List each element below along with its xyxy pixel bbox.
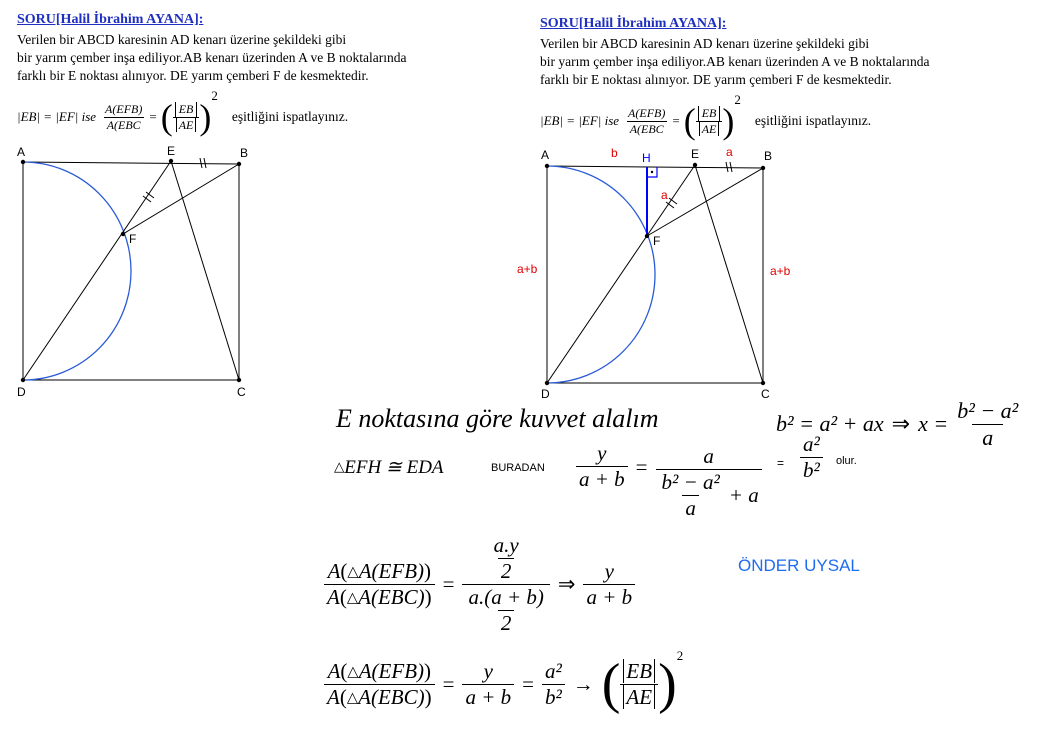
power-frac-den: a (972, 424, 1003, 451)
right-segment-de (547, 165, 695, 383)
right-point-d (545, 381, 549, 385)
complex-num: a (703, 443, 714, 468)
eb-over-ae (620, 659, 658, 710)
left-problem-line-1: Verilen bir ABCD karesinin AD kenarı üzerine şekildeki gibi (17, 32, 347, 47)
plus-a: + a (728, 482, 759, 507)
power-eq-x: x = (918, 411, 949, 436)
right-label-f: F (653, 234, 661, 248)
area-num-2: A(EFB) (358, 658, 425, 683)
ab-2: a + b (583, 584, 635, 610)
left-condition: |EB| = |EF| ise (17, 109, 97, 124)
y-3: y (483, 658, 493, 683)
left-label-d: D (17, 385, 26, 399)
inner-num: b² − a² (661, 469, 720, 494)
right-problem-equation: |EB| = |EF| ise $\frac{\text{A(EFB)}}{\text{A(EBC}}$ = ( $\frac{EB}{AE}$ ) 2 eşitliğini ispatlayınız. (540, 92, 872, 141)
inner-den: a (682, 495, 699, 521)
left-area-den: A(EBC (104, 117, 144, 133)
ae-final: AE (623, 685, 655, 709)
power-frac-num: b² − a² (957, 397, 1019, 423)
ay: a.y (493, 532, 519, 557)
right-problem-line-3: farklı bir E noktası alınıyor. DE yarım çemberi F de kesmektedir. (540, 72, 892, 87)
two-1: 2 (498, 558, 515, 584)
right-label-b: B (764, 149, 773, 163)
area-equation-2: $\frac{\text{A(△A(EFB))}}{\text{A(△A(EBC))}}$ = $\frac{y}{a + b}$ = $\frac{\text{a²}}{\text{b²}}$ → ( $\frac{EB}{AE}$ ) 2 (324, 646, 683, 722)
left-ae: AE (176, 118, 197, 132)
a2-over-b2-2 (542, 659, 565, 710)
area-den-2: A(EBC) (358, 684, 425, 709)
left-problem-header: SORU[Halil İbrahim AYANA]: (17, 12, 204, 27)
right-problem-header: SORU[Halil İbrahim AYANA]: (540, 16, 727, 31)
right-angle-dot (651, 171, 653, 173)
right-problem-line-1: Verilen bir ABCD karesinin AD kenarı üzerine şekildeki gibi (540, 36, 870, 51)
a2-2: a² (544, 658, 562, 683)
right-problem-line-2: bir yarım çember inşa ediliyor.AB kenarı üzerinden A ve B noktalarında (540, 54, 930, 69)
equals-sign: = (777, 456, 785, 470)
a2-over-b2 (800, 432, 823, 483)
area-den-1: A(EBC) (358, 584, 425, 609)
area-equation-1: $\frac{\text{A(△A(EFB))}}{\text{A(△A(EBC))}}$ = $\frac{\frac{a.y}{2}}{\frac{a.(a + b)}{2}}$ ⇒ $\frac{y}{a + b}$ (324, 526, 635, 642)
right-tick-marks (666, 162, 732, 208)
final-power: 2 (676, 648, 684, 663)
area-ratio-2: $\frac{\text{A(△A(EFB))}}{\text{A(△A(EBC))}}$ (324, 659, 435, 710)
right-ae: AE (699, 122, 720, 136)
ab-3: a + b (462, 684, 514, 710)
power-of-point-title: E noktasına göre kuvvet alalım (336, 404, 659, 433)
right-annot-right-side: a+b (770, 264, 791, 278)
left-problem-line-3: farklı bir E noktası alınıyor. DE yarım çemberi F de kesmektedir. (17, 68, 369, 83)
left-area-num: A(EFB) (105, 101, 143, 116)
power-frac (954, 398, 1021, 451)
right-point-c (761, 381, 765, 385)
ratio-equation: $\frac{y}{a + b}$ = a $\frac{\text{b² − a²}}{a}$ + a (576, 437, 762, 527)
left-problem-line-2: bir yarım çember inşa ediliyor.AB kenarı üzerinden A ve B noktalarında (17, 50, 407, 65)
complex-frac (656, 444, 762, 521)
right-ending: eşitliğini ispatlayınız. (754, 113, 872, 128)
right-label-e: E (691, 147, 700, 161)
ratio-ab: a + b (576, 466, 628, 492)
b2-2: b² (542, 684, 565, 710)
area-big-frac (462, 533, 549, 636)
right-point-e (693, 163, 697, 167)
power-eq-left: b² = a² + ax (776, 411, 884, 436)
left-label-a: A (17, 145, 26, 159)
left-label-b: B (240, 146, 249, 160)
left-label-f: F (129, 232, 137, 246)
power-equation: b² = a² + ax ⇒ x = $\frac{\text{b² − a²}}{a}$ (776, 394, 1021, 454)
y-over-ab-3 (462, 659, 514, 710)
right-area-den: A(EBC (627, 121, 667, 137)
ratio-y: y (597, 441, 607, 465)
eb-final: EB (623, 659, 655, 683)
right-area-num: A(EFB) (628, 105, 666, 120)
right-annot-a-top: a (726, 145, 733, 159)
left-label-c: C (237, 385, 246, 399)
right-eb: EB (698, 106, 721, 121)
a2: a² (803, 432, 820, 456)
right-segment-fb (647, 168, 763, 236)
right-label-h: H (642, 151, 651, 165)
two-2: 2 (498, 610, 515, 636)
area-ratio-1: $\frac{\text{A(△A(EFB))}}{\text{A(△A(EBC))}}$ (324, 559, 435, 610)
right-annot-left-side: a+b (517, 262, 538, 276)
b2: b² (800, 457, 823, 483)
similarity-statement: △EFH ≅ EDA (334, 457, 444, 478)
right-label-d: D (541, 387, 550, 401)
left-eb: EB (175, 102, 198, 117)
right-point-b (761, 166, 765, 170)
area-num-1: A(EFB) (358, 558, 425, 583)
right-label-a: A (541, 148, 550, 162)
right-point-a (545, 164, 549, 168)
right-annot-a-mid: a (661, 188, 668, 202)
left-problem-equation: |EB| = |EF| ise $\frac{\text{A(EFB)}}{\text{A(EBC}}$ = ( $\frac{EB}{AE}$ ) 2 eşitliğini ispatlayınız. (17, 88, 349, 137)
a-a-plus-b: a.(a + b) (468, 584, 544, 609)
right-point-f (645, 234, 649, 238)
y-over-ab-2 (583, 559, 635, 610)
right-segment-ec (695, 165, 763, 383)
left-ending: eşitliğini ispatlayınız. (231, 109, 349, 124)
left-power: 2 (211, 88, 218, 103)
buradan-label: BURADAN (491, 462, 545, 474)
right-semicircle (547, 166, 655, 383)
y-2: y (604, 558, 614, 583)
right-condition: |EB| = |EF| ise (540, 113, 620, 128)
author-name: ÖNDER UYSAL (738, 556, 860, 575)
y-over-ab-frac (576, 441, 628, 492)
right-power: 2 (734, 92, 741, 107)
olur-label: olur. (836, 455, 857, 467)
right-label-c: C (761, 387, 770, 401)
right-annot-b: b (611, 146, 618, 160)
left-label-e: E (167, 144, 176, 158)
similarity-text: EFH ≅ EDA (344, 457, 444, 478)
